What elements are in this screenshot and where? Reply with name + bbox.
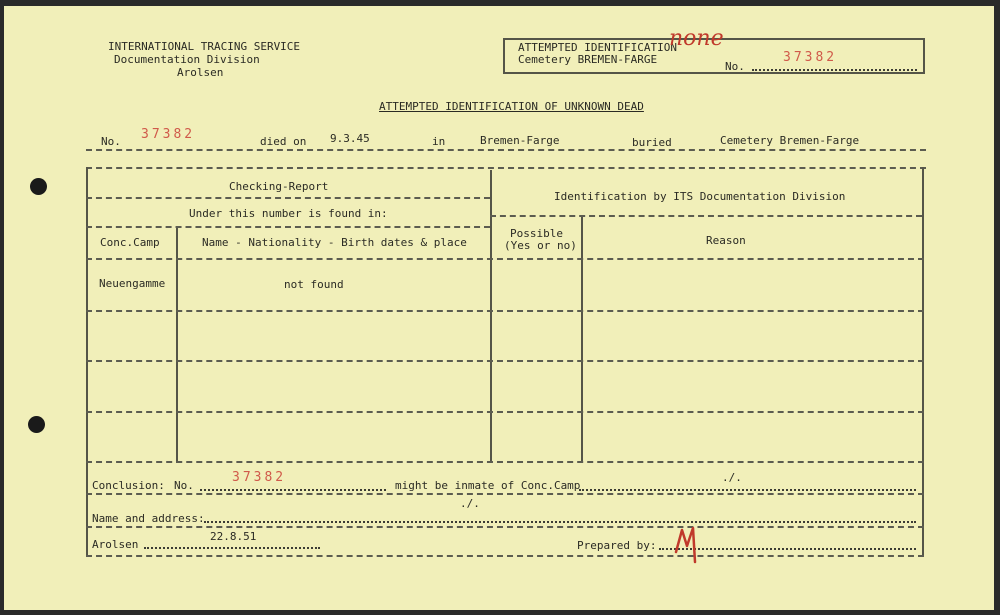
conclusion-no-value: 37382 bbox=[232, 470, 287, 485]
col-header-possible-hint: (Yes or no) bbox=[504, 239, 577, 252]
record-no-value: 37382 bbox=[141, 127, 196, 142]
col-header-camp: Conc.Camp bbox=[100, 236, 160, 249]
prepared-by-label: Prepared by: bbox=[577, 539, 657, 552]
page-title: ATTEMPTED IDENTIFICATION OF UNKNOWN DEAD bbox=[379, 100, 644, 113]
col-header-reason: Reason bbox=[706, 234, 746, 247]
record-card bbox=[4, 6, 994, 610]
signed-date: 22.8.51 bbox=[210, 530, 257, 543]
inmate-text: might be inmate of Conc.Camp bbox=[395, 479, 581, 492]
col-header-possible: Possible bbox=[510, 227, 563, 240]
cemetery-label: Cemetery BREMEN-FARGE bbox=[518, 53, 658, 66]
in-label: in bbox=[432, 135, 446, 148]
name-address-label: Name and address: bbox=[92, 512, 205, 525]
cemetery-name: Cemetery Bremen-Farge bbox=[720, 134, 860, 147]
died-date: 9.3.45 bbox=[330, 132, 370, 145]
conclusion-label: Conclusion: bbox=[92, 479, 165, 492]
checking-report-title: Checking-Report bbox=[229, 180, 329, 193]
org-division: Documentation Division bbox=[114, 53, 260, 66]
died-label: died on bbox=[260, 135, 307, 148]
second-value: ./. bbox=[460, 497, 480, 510]
table-row-camp: Neuengamme bbox=[99, 277, 166, 290]
punch-hole-bottom bbox=[28, 416, 45, 433]
punch-hole-top bbox=[30, 178, 47, 195]
org-location: Arolsen bbox=[177, 66, 224, 79]
inmate-value: ./. bbox=[722, 471, 742, 484]
handwritten-note: none bbox=[669, 26, 724, 51]
attempted-identification-label: ATTEMPTED IDENTIFICATION bbox=[518, 41, 677, 54]
record-no-label: No. bbox=[101, 135, 121, 148]
death-place: Bremen-Farge bbox=[480, 134, 560, 147]
table-row-name: not found bbox=[284, 278, 344, 291]
conclusion-no-label: No. bbox=[174, 479, 194, 492]
identification-title: Identification by ITS Documentation Division bbox=[554, 190, 846, 203]
buried-label: buried bbox=[632, 136, 672, 149]
org-name: INTERNATIONAL TRACING SERVICE bbox=[108, 40, 301, 53]
checking-report-subtitle: Under this number is found in: bbox=[189, 207, 388, 220]
header-no-value: 37382 bbox=[783, 50, 838, 65]
col-header-name: Name - Nationality - Birth dates & place bbox=[202, 236, 467, 249]
arolsen-label: Arolsen bbox=[92, 538, 139, 551]
handwritten-signature bbox=[672, 522, 706, 566]
header-no-label: No. bbox=[725, 60, 745, 73]
